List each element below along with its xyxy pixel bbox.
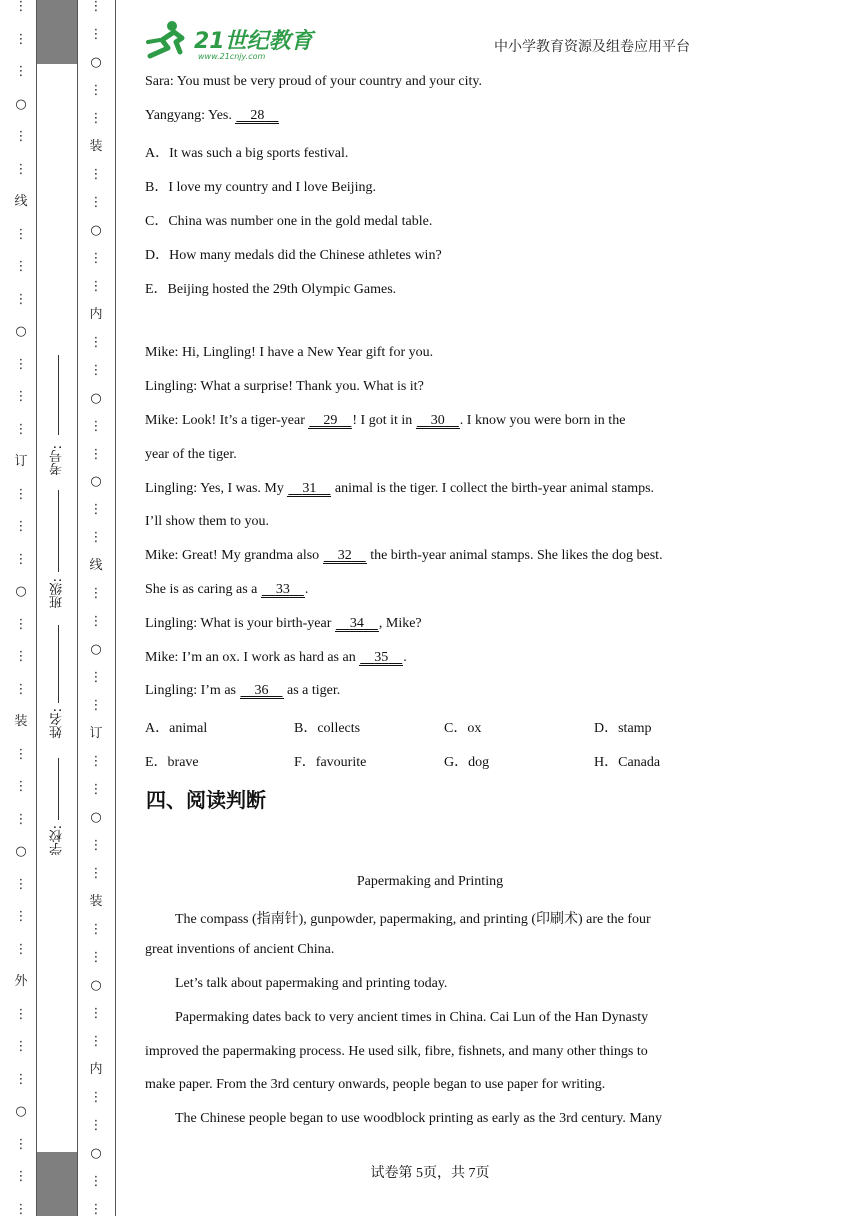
dialogue-text: Mike: I’m an ox. I work as hard as an [145,650,360,665]
option-item: D．How many medals did the Chinese athletes win? [145,248,442,263]
logo-runner-icon [146,18,316,62]
seal-mark: ○ [90,977,102,993]
seal-mark: ○ [15,96,27,112]
passage-line: make paper. From the 3rd century onwards, people began to use paper for writing. [145,1077,606,1092]
platform-name: 中小学教育资源及组卷应用平台 [494,39,690,55]
dialogue-line [145,548,663,564]
inner-seal-line: ⋮ ⋮ ○ ⋮ ⋮ 装 ⋮ ⋮ ○ ⋮ ⋮ 内 ⋮ ⋮ ○ ⋮ ⋮ ○ ⋮ ⋮ 线 ⋮ ⋮ ○ ⋮ ⋮ 订 ⋮ ⋮ ○ ⋮ ⋮ 装 ⋮ ⋮ ○ ⋮ ⋮ 内 ⋮ ⋮ ○ ⋮ ⋮ [89,0,103,1217]
name-label: 姓名: [50,708,65,739]
seal-mark: 订 [14,454,28,469]
blank-number: 35 [374,650,389,665]
margin-shade-top [37,0,77,64]
dialogue-text: as a tiger. [283,683,341,698]
answer-blank-30[interactable] [416,413,460,429]
option-item: B．I love my country and I love Beijing. [145,180,376,195]
dialogue-line [145,413,625,429]
option-item: A．It was such a big sports festival. [145,146,349,161]
blank-number: 30 [430,413,445,428]
answer-blank-32[interactable] [323,548,367,564]
dialogue-line: Mike: Hi, Lingling! I have a New Year gift for you. [145,345,434,360]
seal-mark: ○ [15,844,27,859]
seal-mark: ○ [15,1104,27,1119]
dialogue-line: I’ll show them to you. [145,514,270,529]
option-item: C．China was number one in the gold medal table. [145,214,433,229]
dialogue-line: year of the tiger. [145,447,237,462]
seal-mark: ○ [90,642,102,658]
blank-number: 32 [337,548,352,563]
answer-blank-34[interactable] [335,616,379,632]
passage-line: improved the papermaking process. He used silk, fibre, fishnets, and many other things to [145,1044,648,1059]
answer-blank-35[interactable] [359,650,403,666]
dialogue-text: . [304,582,309,597]
margin-rule [77,0,78,1216]
margin-rule [115,0,116,1216]
word-option: A．animal [145,721,208,736]
seal-mark: ○ [90,390,102,406]
word-option: E．brave [145,755,199,770]
blank-number: 28 [250,108,265,123]
seal-mark: ○ [90,1145,102,1161]
answer-blank-31[interactable] [287,481,331,497]
passage-line: The compass (指南针), gunpowder, papermaking, and printing (印刷术) are the four [175,912,651,927]
dialogue-line [145,683,340,699]
margin-rule [36,0,37,1216]
answer-blank-36[interactable] [240,683,284,699]
dialogue-text: , Mike? [378,616,422,631]
passage-title: Papermaking and Printing [356,874,504,889]
answer-blank-29[interactable] [308,413,352,429]
dialogue-line [145,616,422,632]
dialogue-text: Lingling: I’m as [145,683,240,698]
logo-text: 21世纪教育 [194,29,313,54]
seal-mark: ○ [15,324,27,339]
blank-number: 33 [275,582,290,597]
word-option: F．favourite [294,755,367,770]
word-option: G．dog [444,755,490,770]
option-item: E．Beijing hosted the 29th Olympic Games. [145,282,397,297]
word-option: H．Canada [594,755,661,770]
dialogue-line [145,108,279,124]
seal-mark: 线 [89,558,103,574]
passage-line: great inventions of ancient China. [145,942,335,957]
exam-no-label: 考号: [50,445,65,476]
dialogue-text: Lingling: What is your birth-year [145,616,335,631]
dialogue-text: Mike: Great! My grandma also [145,548,323,563]
dialogue-text: ! I got it in [352,413,416,428]
school-label: 学校: [50,825,65,856]
dialogue-line [145,650,407,666]
passage-line: Papermaking dates back to very ancient times in China. Cai Lun of the Han Dynasty [175,1010,649,1025]
dialogue-text: She is as caring as a [145,582,261,597]
seal-mark: ○ [15,584,27,599]
word-option: B．collects [294,721,361,736]
seal-mark: 装 [14,714,28,729]
blank-number: 36 [254,683,269,698]
seal-mark: 装 [89,138,103,154]
blank-number: 31 [302,481,317,496]
school-field[interactable] [58,758,59,820]
answer-blank-28[interactable] [235,108,279,124]
page-number: 试卷第 5页，共 7页 [370,1166,490,1181]
seal-mark: 内 [89,306,103,322]
passage-line: Let’s talk about papermaking and printing today. [175,976,448,991]
logo [146,18,316,62]
name-field[interactable] [58,625,59,703]
seal-mark: ○ [90,54,102,70]
word-option: C．ox [444,721,482,736]
answer-blank-33[interactable] [261,582,305,598]
passage-line: The Chinese people began to use woodblock printing as early as the 3rd century. Many [175,1111,663,1126]
dialogue-text: Mike: Look! It’s a tiger-year [145,413,309,428]
dialogue-text: animal is the tiger. I collect the birth-year animal stamps. [331,481,655,496]
dialogue-text: Lingling: Yes, I was. My [145,481,288,496]
seal-mark: 装 [89,894,103,909]
dialogue-line: Sara: You must be very proud of your country and your city. [145,74,482,89]
outer-seal-line: ⋮ ⋮ ⋮ ○ ⋮ ⋮ 线 ⋮ ⋮ ⋮ ○ ⋮ ⋮ ⋮ 订 ⋮ ⋮ ⋮ ○ ⋮ ⋮ ⋮ 装 ⋮ ⋮ ⋮ ○ ⋮ ⋮ ⋮ 外 ⋮ ⋮ ⋮ ○ ⋮ ⋮ ⋮ [14,0,28,1217]
seal-mark: 线 [14,194,28,209]
section-title: 四、阅读判断 [146,788,266,812]
seal-mark: 订 [89,726,103,742]
blank-number: 34 [349,616,364,631]
exam-no-field[interactable] [58,355,59,435]
dialogue-text: . [403,650,407,665]
dialogue-line [145,582,308,598]
dialogue-line: Lingling: What a surprise! Thank you. What is it? [145,379,424,394]
dialogue-line [145,481,654,497]
class-label: 班级: [50,578,65,609]
word-option: D．stamp [594,721,652,736]
class-field[interactable] [58,490,59,572]
dialogue-text: the birth-year animal stamps. She likes the dog best. [366,548,663,563]
dialogue-text: Yangyang: Yes. [145,108,236,123]
seal-mark: ○ [90,222,102,238]
seal-mark: ○ [90,474,102,490]
seal-mark: ○ [90,810,102,826]
blank-number: 29 [323,413,338,428]
seal-mark: 外 [14,974,28,989]
dialogue-text: . I know you were born in the [459,413,626,428]
logo-url: www.21cnjy.com [198,52,266,61]
seal-mark: 内 [89,1061,103,1077]
